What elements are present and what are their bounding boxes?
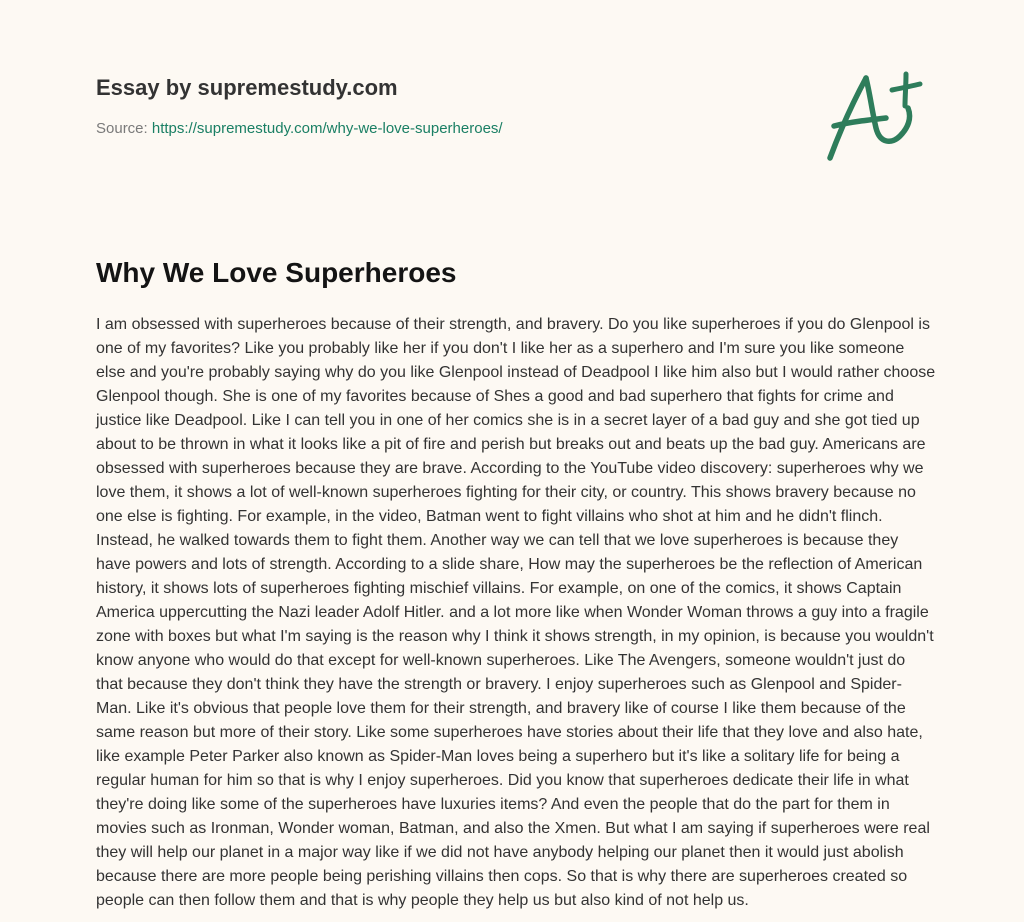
essay-title: Why We Love Superheroes [96, 257, 457, 288]
source-line [96, 120, 796, 138]
essay-body: I am obsessed with superheroes because of their strength, and bravery. Do you like superheroes if you do Glenpool is one of my favorites? Like you probably like her if you don't I like her as a superhero and I'm sure you like someone else and you're probably saying why do you like Glenpool instead of Deadpool I like him also but I would rather choose Glenpool though. She is one of my favorites because of Shes a good and bad superhero that fights for crime and justice like Deadpool. Like I can tell you in one of her comics she is in a secret layer of a bad guy and she got tied up about to be thrown in what it looks like a pit of fire and perish but breaks out and beats up the bad guy. Americans are obsessed with superheroes because they are brave. According to the YouTube video discovery: superheroes why we love them, it shows a lot of well-known superheroes fighting for their city, or country. This shows bravery because no one else is fighting. For example, in the video, Batman went to fight villains who shot at him and he didn't flinch. Instead, he walked towards them to fight them. Another way we can tell that we love superheroes is because they have powers and lots of strength. According to a slide share, How may the superheroes be the reflection of American history, it shows lots of superheroes fighting mischief villains. For example, on one of the comics, it shows Captain America uppercutting the Nazi leader Adolf Hitler. and a lot more like when Wonder Woman throws a guy into a fragile zone with boxes but what I'm saying is the reason why I think it shows strength, in my opinion, is because you wouldn't know anyone who would do that except for well-known superheroes. Like The Avengers, someone wouldn't just do that because they don't think they have the strength or bravery. I enjoy superheroes such as Glenpool and Spider-Man. Like it's obvious that people love them for their strength, and bravery like of course I like them because of the same reason but more of their story. Like some superheroes have stories about their life that they love and also hate, like example Peter Parker also known as Spider-Man loves being a superhero but it's like a solitary life for being a regular human for him so that is why I enjoy superheroes. Did you know that superheroes dedicate their life in what they're doing like some of the superheroes have luxuries items? And even the people that do the part for them in movies such as Ironman, Wonder woman, Batman, and also the Xmen. But what I am saying if superheroes were real they will help our planet in a major way like if we did not have anybody helping our planet then it would just abolish because there are more people being perishing villains then cops. So that is why there are superheroes created so people can then follow them and that is why people they help us but also kind of not help us. [96, 316, 936, 909]
a-plus-grade-icon [820, 66, 930, 166]
page-header [96, 74, 796, 138]
source-label: Source: [96, 120, 148, 137]
source-link[interactable]: https://supremestudy.com/why-we-love-superheroes/ [151, 120, 503, 137]
site-title: Essay by supremestudy.com [96, 75, 398, 100]
